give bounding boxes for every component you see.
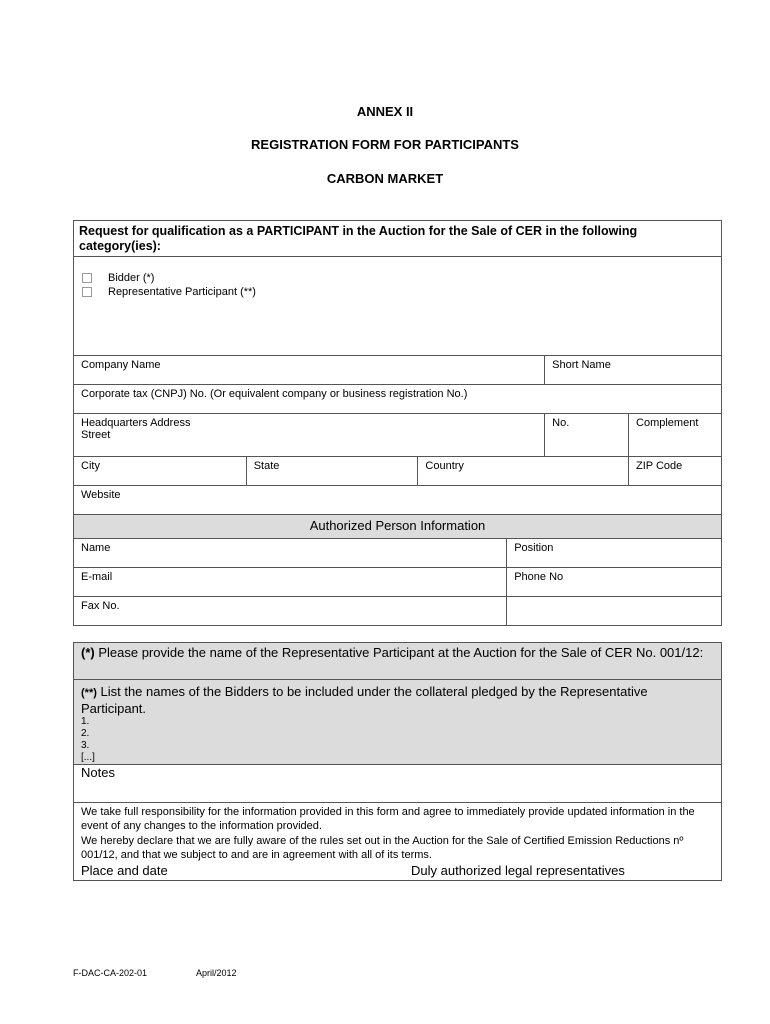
empty-cell xyxy=(507,597,722,626)
website-field[interactable]: Website xyxy=(74,486,722,515)
form-code: F-DAC-CA-202-01 xyxy=(73,968,148,978)
representative-label: Representative Participant (**) xyxy=(108,286,256,298)
company-name-field[interactable]: Company Name xyxy=(74,356,545,385)
form-subtitle: CARBON MARKET xyxy=(326,171,444,186)
declaration-block xyxy=(74,803,722,881)
registration-table xyxy=(73,220,722,626)
bidders-note-text: List the names of the Bidders to be included under the collateral pledged by the Representative Participant. xyxy=(81,684,648,716)
bidder-list-item: 1. xyxy=(81,716,90,727)
representative-note[interactable] xyxy=(74,643,722,680)
notes-field[interactable]: Notes xyxy=(74,765,722,803)
bidder-label: Bidder (*) xyxy=(108,272,155,284)
bidders-note-prefix: (**) xyxy=(81,687,97,699)
form-title: REGISTRATION FORM FOR PARTICIPANTS xyxy=(251,137,519,152)
person-name-field[interactable]: Name xyxy=(74,539,507,568)
representative-option[interactable] xyxy=(74,285,721,299)
street-label: Street xyxy=(81,429,111,441)
declaration-responsibility: We take full responsibility for the information provided in this form and agree to immediately provide updated information in the event of any changes to the information provided. xyxy=(81,806,695,832)
number-field[interactable]: No. xyxy=(545,414,629,457)
signature-label: Duly authorized legal representatives xyxy=(411,863,625,878)
notes-table xyxy=(73,642,722,881)
position-field[interactable]: Position xyxy=(507,539,722,568)
form-date: April/2012 xyxy=(196,968,237,978)
bidder-list-item: 3. xyxy=(81,740,90,751)
hq-address-label: Headquarters Address xyxy=(81,417,191,429)
address-field[interactable] xyxy=(74,414,545,457)
representative-checkbox[interactable] xyxy=(82,287,92,297)
bidders-note[interactable] xyxy=(74,680,722,765)
category-options xyxy=(74,257,722,356)
rep-note-prefix: (*) xyxy=(81,645,95,660)
complement-field[interactable]: Complement xyxy=(629,414,722,457)
zip-field[interactable]: ZIP Code xyxy=(629,457,722,486)
city-field[interactable]: City xyxy=(74,457,247,486)
bidder-option[interactable] xyxy=(74,271,721,285)
bidder-list-item: [...] xyxy=(81,752,95,763)
rep-note-text: Please provide the name of the Representative Participant at the Auction for the Sale of CER No. 001/12: xyxy=(94,645,704,660)
country-field[interactable]: Country xyxy=(418,457,629,486)
authorized-heading: Authorized Person Information xyxy=(74,515,722,539)
declaration-rules: We hereby declare that we are fully aware of the rules set out in the Auction for the Sale of Certified Emission Reductions nº 001/12, and that we subject to and are in agreement with all of its terms. xyxy=(81,835,684,861)
fax-field[interactable]: Fax No. xyxy=(74,597,507,626)
short-name-field[interactable]: Short Name xyxy=(545,356,722,385)
corporate-tax-field[interactable]: Corporate tax (CNPJ) No. (Or equivalent company or business registration No.) xyxy=(74,385,722,414)
annex-title: ANNEX II xyxy=(356,104,414,119)
request-heading: Request for qualification as a PARTICIPANT in the Auction for the Sale of CER in the following category(ies): xyxy=(74,221,722,257)
place-date-label: Place and date xyxy=(81,863,168,878)
email-field[interactable]: E-mail xyxy=(74,568,507,597)
bidder-list-item: 2. xyxy=(81,728,90,739)
phone-field[interactable]: Phone No xyxy=(507,568,722,597)
bidder-checkbox[interactable] xyxy=(82,273,92,283)
state-field[interactable]: State xyxy=(246,457,418,486)
